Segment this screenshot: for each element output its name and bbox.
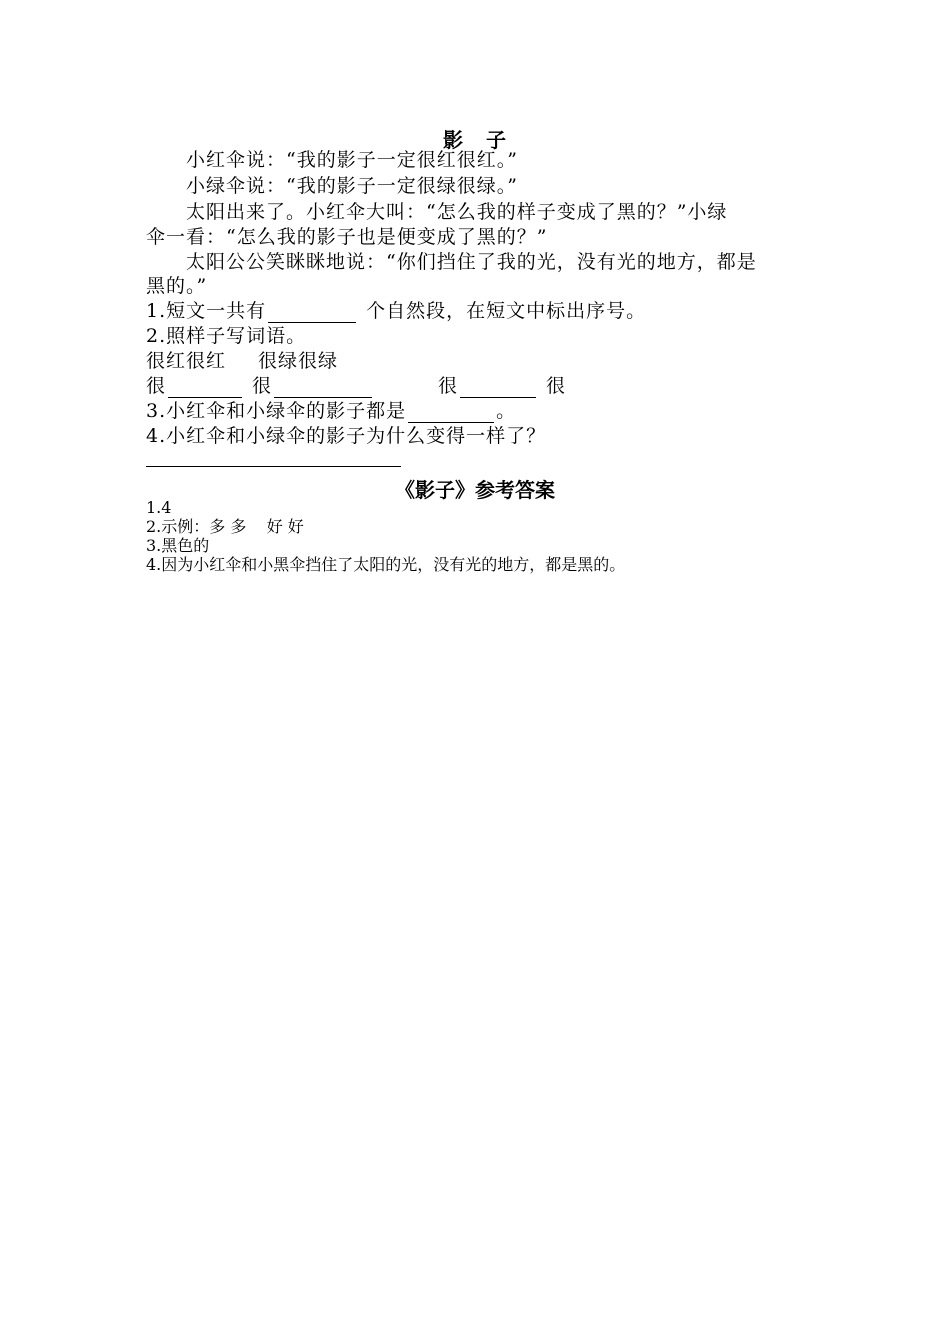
question-4: 4.小红伞和小绿伞的影子为什么变得一样了？	[146, 425, 547, 447]
word-blank-1[interactable]	[168, 377, 242, 398]
story-paragraph-1: 小红伞说：“我的影子一定很红很红。”	[186, 149, 518, 171]
word-blank-2[interactable]	[274, 377, 372, 398]
answers-title: 《影子》参考答案	[395, 478, 555, 502]
story-paragraph-3-line-2: 伞一看：“怎么我的影子也是便变成了黑的？”	[146, 226, 548, 248]
story-paragraph-2: 小绿伞说：“我的影子一定很绿很绿。”	[186, 175, 518, 197]
question-1-prefix: 1.短文一共有	[146, 300, 267, 322]
hen-label-4: 很	[546, 375, 567, 397]
answer-4: 4.因为小红伞和小黑伞挡住了太阳的光，没有光的地方，都是黑的。	[146, 555, 626, 574]
story-paragraph-3-line-1: 太阳出来了。小红伞大叫：“怎么我的样子变成了黑的？”小绿	[186, 201, 728, 223]
answer-3: 3.黑色的	[146, 536, 210, 555]
question-1	[146, 299, 646, 323]
question-1-suffix: 个自然段，在短文中标出序号。	[366, 300, 647, 322]
answer-1: 1.4	[146, 498, 172, 517]
question-2-examples	[146, 349, 338, 373]
question-1-blank[interactable]	[268, 302, 356, 323]
question-3	[146, 399, 516, 423]
answer-2: 2.示例：多 多 好 好	[146, 517, 304, 536]
question-4-answer-line[interactable]	[146, 466, 401, 467]
story-paragraph-4-line-1: 太阳公公笑眯眯地说：“你们挡住了我的光，没有光的地方，都是	[186, 251, 757, 273]
question-2-blanks	[146, 374, 566, 398]
title-char-1: 影	[443, 128, 464, 152]
example-word-2: 很绿很绿	[258, 350, 339, 372]
question-3-blank[interactable]	[408, 402, 494, 423]
question-3-suffix: 。	[496, 400, 517, 422]
hen-label-2: 很	[252, 375, 273, 397]
hen-label-1: 很	[146, 375, 167, 397]
title-char-2: 子	[486, 128, 507, 152]
question-2: 2.照样子写词语。	[146, 325, 307, 347]
story-paragraph-4-line-2: 黑的。”	[146, 275, 208, 297]
word-blank-3[interactable]	[460, 377, 536, 398]
hen-label-3: 很	[438, 375, 459, 397]
example-word-1: 很红很红	[146, 350, 227, 372]
question-3-prefix: 3.小红伞和小绿伞的影子都是	[146, 400, 407, 422]
